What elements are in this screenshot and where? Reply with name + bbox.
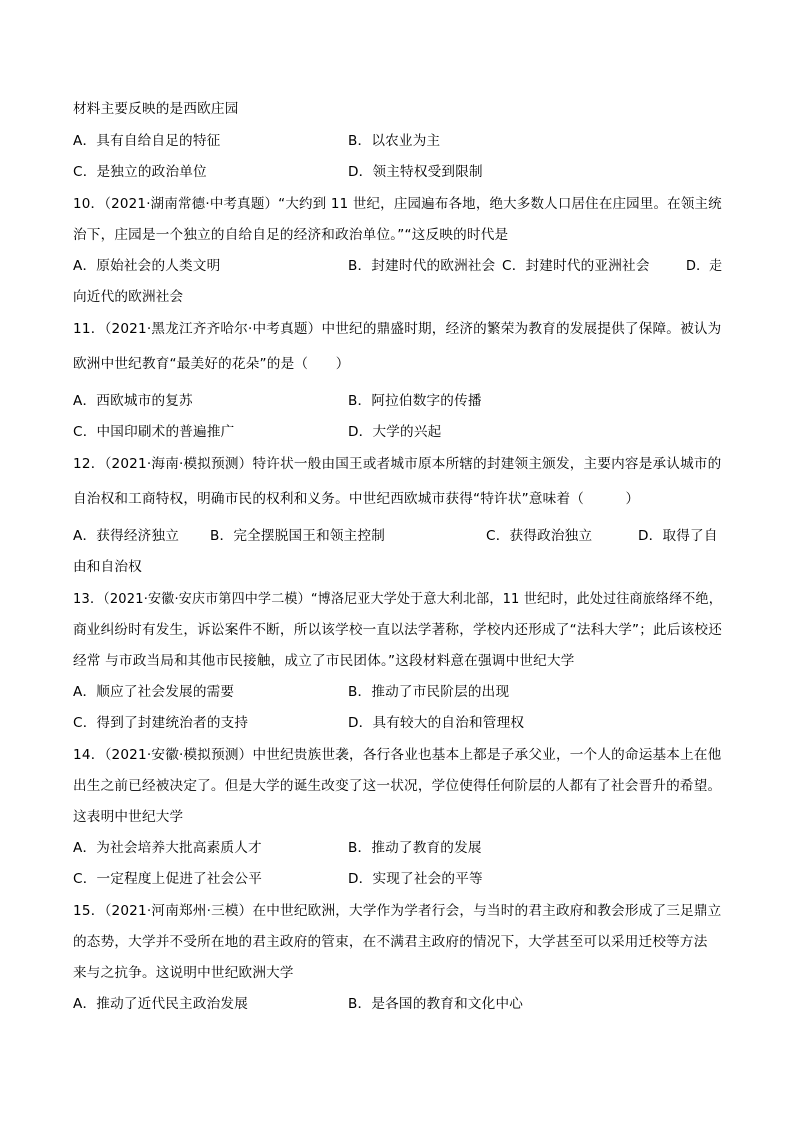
q10-option-d: D．走 bbox=[686, 258, 723, 274]
q13-option-c: C．得到了封建统治者的支持 bbox=[73, 715, 249, 731]
q11-stem-line-1: 11．（2021·黑龙江齐齐哈尔·中考真题）中世纪的鼎盛时期，经济的繁荣为教育的发展提供了保障。被认为 bbox=[73, 321, 722, 337]
q9-option-a: A．具有自给自足的特征 bbox=[73, 133, 221, 149]
q10-option-b: B．封建时代的欧洲社会 bbox=[348, 258, 496, 274]
q12-option-d: D．取得了自 bbox=[638, 528, 718, 544]
q14-option-c: C．一定程度上促进了社会公平 bbox=[73, 871, 263, 887]
q15-option-b: B．是各国的教育和文化中心 bbox=[348, 996, 524, 1012]
q10-stem-line-2: 治下，庄园是一个独立的自给自足的经济和政治单位。”“这反映的时代是 bbox=[73, 227, 509, 243]
q13-option-d: D．具有较大的自治和管理权 bbox=[348, 715, 525, 731]
q11-stem-line-2: 欧洲中世纪教育“最美好的花朵”的是（ ） bbox=[73, 356, 350, 372]
q9-option-c: C．是独立的政治单位 bbox=[73, 164, 207, 180]
q10-option-d-wrap: 向近代的欧洲社会 bbox=[73, 289, 184, 305]
q12-stem-line-1: 12．（2021·海南·模拟预测）特许状一般由国王或者城市原本所辖的封建领主颁发，主要内容是承认城市的 bbox=[73, 456, 722, 472]
q14-stem-line-1: 14．（2021·安徽·模拟预测）中世纪贵族世袭，各行各业也基本上都是子承父业，一个人的命运基本上在他 bbox=[73, 747, 722, 763]
q14-option-a: A．为社会培养大批高素质人才 bbox=[73, 840, 262, 856]
q10-option-a: A．原始社会的人类文明 bbox=[73, 258, 221, 274]
q12-stem-line-2: 自治权和工商特权，明确市民的权利和义务。中世纪西欧城市获得“特许状”意味着（ ） bbox=[73, 491, 640, 507]
q12-option-a: A．获得经济独立 bbox=[73, 528, 180, 544]
q15-stem-line-3: 来与之抗争。这说明中世纪欧洲大学 bbox=[73, 965, 294, 981]
q14-option-d: D．实现了社会的平等 bbox=[348, 871, 483, 887]
q15-stem-line-1: 15．（2021·河南郑州·三模）在中世纪欧洲，大学作为学者行会，与当时的君主政府和教会形成了三足鼎立 bbox=[73, 903, 722, 919]
q11-option-c: C．中国印刷术的普遍推广 bbox=[73, 424, 235, 440]
q14-stem-line-3: 这表明中世纪大学 bbox=[73, 809, 184, 825]
q13-stem-line-1: 13．（2021·安徽·安庆市第四中学二模）“博洛尼亚大学处于意大利北部，11 世纪时，此处过往商旅络绎不绝， bbox=[73, 591, 722, 607]
q13-stem-line-3: 经常 与市政当局和其他市民接触，成立了市民团体。”这段材料意在强调中世纪大学 bbox=[73, 653, 575, 669]
q9-option-d: D．领主特权受到限制 bbox=[348, 164, 483, 180]
q12-option-b: B．完全摆脱国王和领主控制 bbox=[210, 528, 386, 544]
q12-option-c: C．获得政治独立 bbox=[486, 528, 593, 544]
q10-option-c: C．封建时代的亚洲社会 bbox=[502, 258, 650, 274]
q10-stem-line-1: 10．（2021·湖南常德·中考真题）“大约到 11 世纪，庄园遍布各地，绝大多数人口居住在庄园里。在领主统 bbox=[73, 196, 722, 212]
q12-option-d-wrap: 由和自治权 bbox=[73, 559, 142, 575]
q11-option-b: B．阿拉伯数字的传播 bbox=[348, 393, 482, 409]
q13-option-b: B．推动了市民阶层的出现 bbox=[348, 684, 510, 700]
q11-option-a: A．西欧城市的复苏 bbox=[73, 393, 193, 409]
q13-stem-line-2: 商业纠纷时有发生，诉讼案件不断，所以该学校一直以法学著称，学校内还形成了“法科大学”；此后该校还 bbox=[73, 622, 722, 638]
q15-option-a: A．推动了近代民主政治发展 bbox=[73, 996, 249, 1012]
q14-stem-line-2: 出生之前已经被决定了。但是大学的诞生改变了这一状况，学位使得任何阶层的人都有了社会晋升的希望。 bbox=[73, 778, 722, 794]
q11-option-d: D．大学的兴起 bbox=[348, 424, 442, 440]
q13-option-a: A．顺应了社会发展的需要 bbox=[73, 684, 235, 700]
q14-option-b: B．推动了教育的发展 bbox=[348, 840, 482, 856]
q9-option-b: B．以农业为主 bbox=[348, 133, 441, 149]
q9-stem-tail: 材料主要反映的是西欧庄园 bbox=[73, 101, 239, 117]
q15-stem-line-2: 的态势，大学并不受所在地的君主政府的管束，在不满君主政府的情况下，大学甚至可以采用迁校等方法 bbox=[73, 934, 708, 950]
